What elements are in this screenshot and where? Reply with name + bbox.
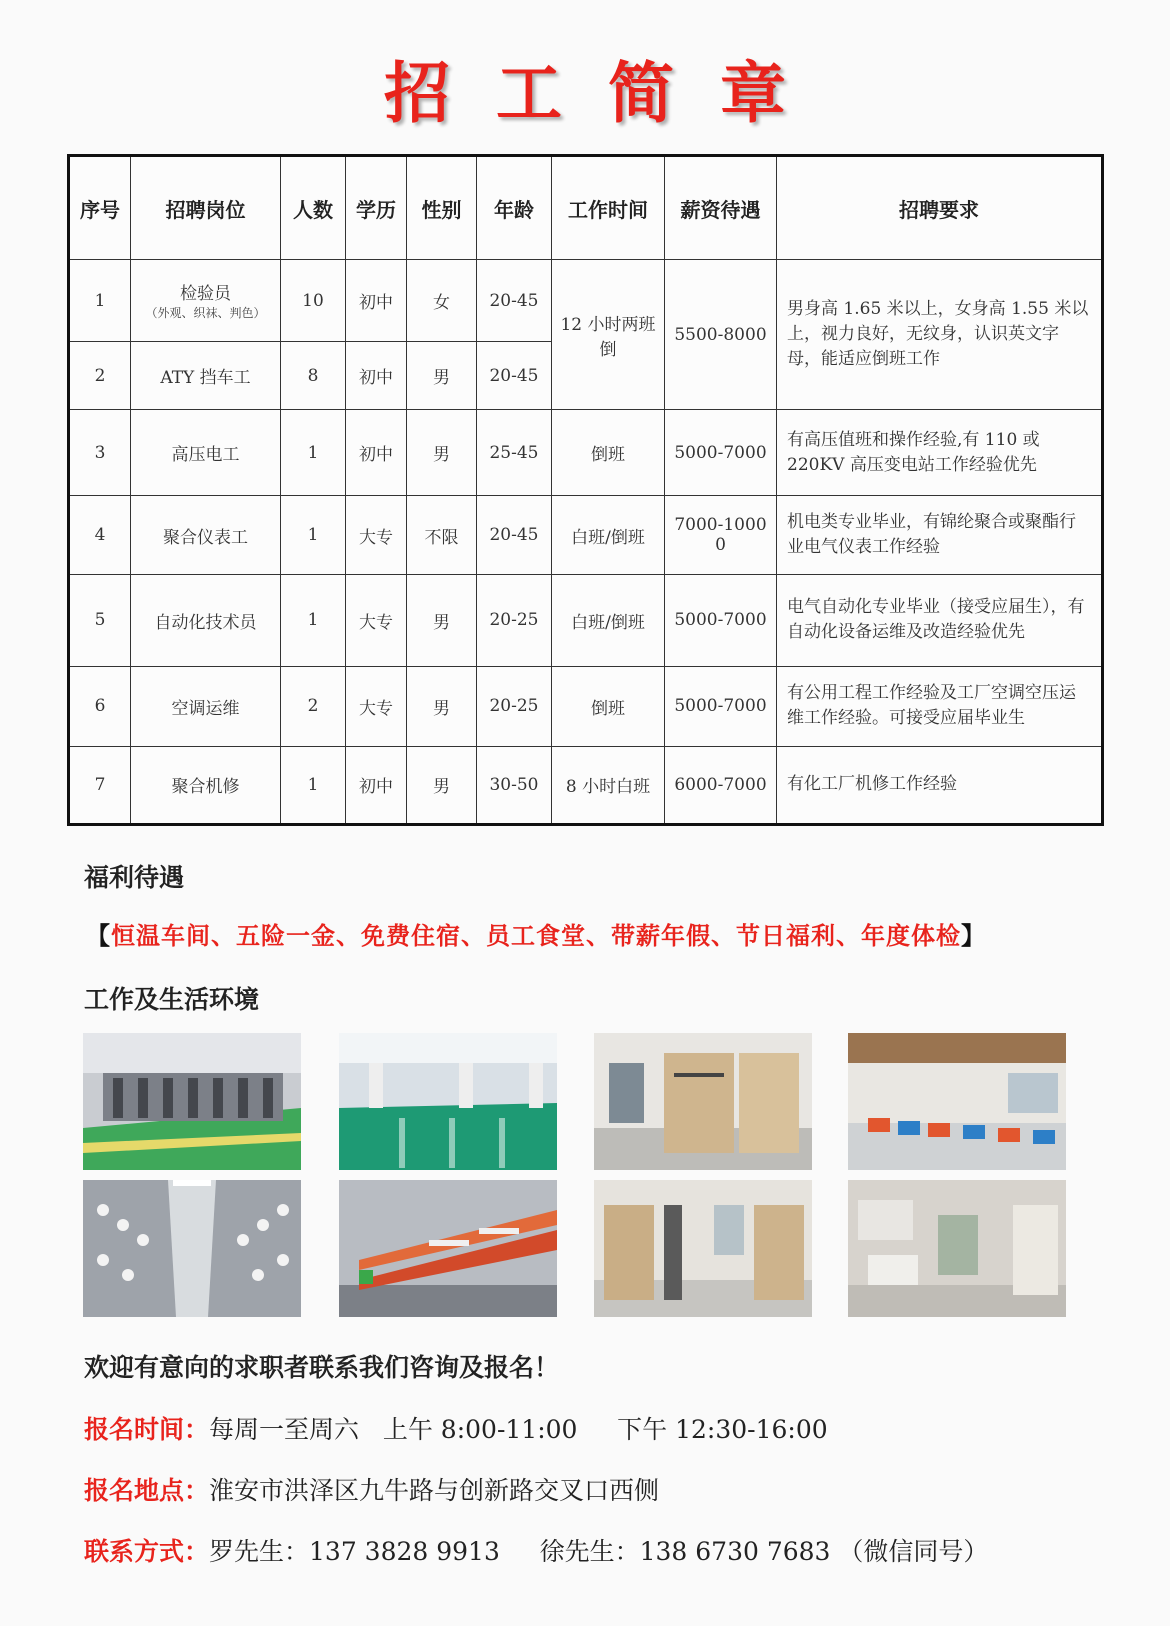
- row-hours: 倒班: [552, 410, 665, 496]
- row-position: 空调运维: [131, 666, 281, 746]
- row-edu: 大专: [346, 574, 407, 666]
- recruitment-table: [67, 154, 1104, 826]
- row-edu: 初中: [346, 410, 407, 496]
- header-requirements: 招聘要求: [777, 156, 1103, 260]
- row-age: 20-25: [477, 574, 552, 666]
- row-requirements: 有公用工程工作经验及工厂空调空压运维工作经验。可接受应届毕业生: [777, 666, 1103, 746]
- photo-dormitory-bunks: [594, 1180, 812, 1317]
- signup-time-value: 每周一至周六 上午 8:00-11:00 下午 12:30-16:00: [209, 1415, 828, 1444]
- row-requirements: 机电类专业毕业，有锦纶聚合或聚酯行业电气仪表工作经验: [777, 496, 1103, 574]
- row-edu: 初中: [346, 342, 407, 410]
- benefits-open-bracket: 【: [86, 922, 111, 950]
- row-position: ATY 挡车工: [131, 342, 281, 410]
- contact-info: [84, 1532, 988, 1568]
- row-count: 8: [281, 342, 346, 410]
- header-position: 招聘岗位: [131, 156, 281, 260]
- header-edu: 学历: [346, 156, 407, 260]
- row-age: 30-50: [477, 746, 552, 824]
- welcome-message: 欢迎有意向的求职者联系我们咨询及报名！: [84, 1353, 560, 1382]
- page-title: 招工简章: [384, 55, 832, 132]
- row-hours: 白班/倒班: [552, 496, 665, 574]
- contact-value: 罗先生：137 3828 9913 徐先生：138 6730 7683 （微信同号）: [209, 1537, 989, 1566]
- table-row: [69, 746, 1103, 824]
- header-salary: 薪资待遇: [665, 156, 777, 260]
- table-row: [69, 410, 1103, 496]
- header-no: 序号: [69, 156, 131, 260]
- row-requirements: 电气自动化专业毕业（接受应届生），有自动化设备运维及改造经验优先: [777, 574, 1103, 666]
- row-gender: 男: [407, 666, 477, 746]
- row-requirements: 有高压值班和操作经验,有 110 或 220KV 高压变电站工作经验优先: [777, 410, 1103, 496]
- row-gender: 男: [407, 574, 477, 666]
- row-no: 5: [69, 574, 131, 666]
- position-name: 检验员: [180, 284, 231, 305]
- row-edu: 初中: [346, 746, 407, 824]
- row-age: 20-45: [477, 342, 552, 410]
- header-age: 年龄: [477, 156, 552, 260]
- row-salary: 5000-7000: [665, 666, 777, 746]
- row-no: 2: [69, 342, 131, 410]
- row-count: 10: [281, 260, 346, 342]
- row-hours: 8 小时白班: [552, 746, 665, 824]
- row-count: 2: [281, 666, 346, 746]
- table-row: [69, 260, 1103, 342]
- photo-canteen: [848, 1033, 1066, 1170]
- table-header-row: [69, 156, 1103, 260]
- row-salary: 6000-7000: [665, 746, 777, 824]
- header-count: 人数: [281, 156, 346, 260]
- row-hours: 白班/倒班: [552, 574, 665, 666]
- photo-apartment: [848, 1180, 1066, 1317]
- benefits-list: [86, 916, 986, 951]
- row-salary: 7000-10000: [665, 496, 777, 574]
- row-salary: 5000-7000: [665, 410, 777, 496]
- row-salary: 5000-7000: [665, 574, 777, 666]
- row-no: 4: [69, 496, 131, 574]
- row-position: 自动化技术员: [131, 574, 281, 666]
- row-age: 25-45: [477, 410, 552, 496]
- row-position: 高压电工: [131, 410, 281, 496]
- row-no: 7: [69, 746, 131, 824]
- row-no: 1: [69, 260, 131, 342]
- row-gender: 男: [407, 342, 477, 410]
- row-hours: 倒班: [552, 666, 665, 746]
- contact-label: 联系方式：: [84, 1537, 210, 1566]
- row-gender: 男: [407, 746, 477, 824]
- row-position: 聚合机修: [131, 746, 281, 824]
- table-row: [69, 496, 1103, 574]
- row-no: 3: [69, 410, 131, 496]
- benefits-heading: 福利待遇: [84, 863, 185, 892]
- row-count: 1: [281, 410, 346, 496]
- table-row: [69, 574, 1103, 666]
- row-gender: 男: [407, 410, 477, 496]
- row-count: 1: [281, 496, 346, 574]
- row-age: 20-45: [477, 260, 552, 342]
- photo-dormitory-room: [594, 1033, 812, 1170]
- row-no: 6: [69, 666, 131, 746]
- row-edu: 大专: [346, 496, 407, 574]
- row-count: 1: [281, 746, 346, 824]
- row-edu: 初中: [346, 260, 407, 342]
- photo-factory-hall: [339, 1033, 557, 1170]
- signup-time: [84, 1410, 828, 1446]
- position-note: （外观、织袜、判色）: [145, 306, 266, 321]
- signup-place-value: 淮安市洪泽区九牛路与创新路交叉口西侧: [209, 1476, 660, 1505]
- row-gender: 不限: [407, 496, 477, 574]
- signup-place: [84, 1471, 659, 1507]
- photo-factory-machines: [83, 1033, 301, 1170]
- row-age: 20-25: [477, 666, 552, 746]
- row-requirements: 有化工厂机修工作经验: [777, 746, 1103, 824]
- signup-time-label: 报名时间：: [84, 1415, 210, 1444]
- header-gender: 性别: [407, 156, 477, 260]
- signup-place-label: 报名地点：: [84, 1476, 210, 1505]
- row-position: 聚合仪表工: [131, 496, 281, 574]
- row-requirements-merged: 男身高 1.65 米以上，女身高 1.55 米以上，视力良好，无纹身，认识英文字母，能适应倒班工作: [777, 260, 1103, 410]
- photo-production-line: [339, 1180, 557, 1317]
- row-gender: 女: [407, 260, 477, 342]
- row-age: 20-45: [477, 496, 552, 574]
- row-hours-merged: 12 小时两班倒: [552, 260, 665, 410]
- benefits-close-bracket: 】: [961, 922, 986, 950]
- benefits-text: 恒温车间、五险一金、免费住宿、员工食堂、带薪年假、节日福利、年度体检: [111, 922, 961, 950]
- environment-heading: 工作及生活环境: [84, 985, 260, 1014]
- row-position: [131, 260, 281, 342]
- row-salary-merged: 5500-8000: [665, 260, 777, 410]
- header-hours: 工作时间: [552, 156, 665, 260]
- row-edu: 大专: [346, 666, 407, 746]
- table-row: [69, 666, 1103, 746]
- row-count: 1: [281, 574, 346, 666]
- photo-yarn-aisle: [83, 1180, 301, 1317]
